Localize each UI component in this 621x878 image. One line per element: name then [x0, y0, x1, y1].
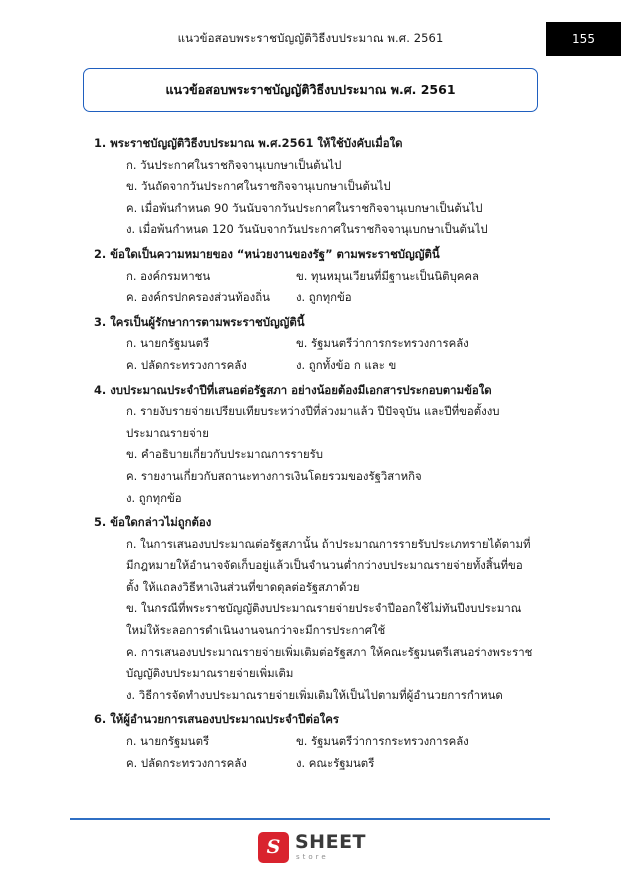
- question-item: [94, 244, 534, 309]
- footer-divider: [70, 818, 550, 820]
- choice-option: ค. รายงานเกี่ยวกับสถานะทางการเงินโดยรวมของรัฐวิสาหกิจ: [126, 468, 422, 483]
- logo-mark-icon: S: [258, 832, 289, 863]
- document-title-box: [83, 68, 538, 112]
- choice-option: ค. เมื่อพ้นกำหนด 90 วันนับจากวันประกาศในราชกิจจานุเบกษาเป็นต้นไป: [126, 200, 483, 215]
- page-title: แนวข้อสอบพระราชบัญญัติวิธีงบประมาณ พ.ศ. 2561: [165, 82, 456, 97]
- choice-option: ข. รัฐมนตรีว่าการกระทรวงการคลัง: [296, 336, 469, 351]
- choice-row: [94, 753, 534, 775]
- choice-option: ก. วันประกาศในราชกิจจานุเบกษาเป็นต้นไป: [126, 157, 342, 172]
- logo-sub-text: store: [296, 853, 329, 861]
- choice-option: ก. ในการเสนองบประมาณต่อรัฐสภานั้น ถ้าประมาณการรายรับประเภทรายได้ตามที่มีกฎหมายให้อำนาจจัดเก็บอยู่แล้วเป็นจำนวนต่ำกว่างบประมาณรายจ่ายทั้งสิ้นที่ขอตั้ง ให้แถลงวิธีหาเงินส่วนที่ขาดดุลต่อรัฐสภาด้วย: [126, 536, 531, 594]
- choice-row: [94, 731, 534, 753]
- choice-row: [94, 287, 534, 309]
- choice-option: ง. ถูกทุกข้อ: [126, 490, 182, 505]
- question-text: 3. ใครเป็นผู้รักษาการตามพระราชบัญญัตินี้: [94, 314, 305, 329]
- choice-option: ก. นายกรัฐมนตรี: [126, 336, 210, 351]
- question-text: 2. ข้อใดเป็นความหมายของ “หน่วยงานของรัฐ” ตามพระราชบัญญัตินี้: [94, 246, 440, 261]
- sheet-store-logo: [258, 828, 368, 866]
- logo-main-text: SHEET: [295, 831, 367, 853]
- choice-option: ก. องค์กรมหาชน: [126, 268, 211, 283]
- choice-option: ค. องค์กรปกครองส่วนท้องถิ่น: [126, 290, 270, 305]
- choice-option: ง. เมื่อพ้นกำหนด 120 วันนับจากวันประกาศในราชกิจจานุเบกษาเป็นต้นไป: [126, 222, 488, 237]
- choice-option: ง. ถูกทั้งข้อ ก และ ข: [296, 357, 397, 372]
- choice-option: ข. ในกรณีที่พระราชบัญญัติงบประมาณรายจ่ายประจำปีออกใช้ไม่ทันปีงบประมาณใหม่ให้ระลอการดำเนินงานจนกว่าจะมีการประกาศใช้: [126, 601, 522, 638]
- choice-option: ก. รายงับรายจ่ายเปรียบเทียบระหว่างปีที่ล่วงมาแล้ว ปีปัจจุบัน และปีที่ขอตั้งงบประมาณรายจ่าย: [126, 404, 500, 440]
- choice-option: ง. วิธีการจัดทำงบประมาณรายจ่ายเพิ่มเติมให้เป็นไปตามที่ผู้อำนวยการกำหนด: [126, 687, 503, 702]
- question-list: [94, 130, 534, 774]
- choice-option: ง. ถูกทุกข้อ: [296, 290, 352, 305]
- choice-option: ค. ปลัดกระทรวงการคลัง: [126, 357, 247, 372]
- question-item: [94, 380, 534, 510]
- logo-wordmark: [295, 833, 366, 861]
- question-item: [94, 312, 534, 377]
- question-item: [94, 709, 534, 774]
- choice-option: ข. ทุนหมุนเวียนที่มีฐานะเป็นนิติบุคคล: [296, 268, 480, 283]
- choice-option: ข. วันถัดจากวันประกาศในราชกิจจานุเบกษาเป็นต้นไป: [126, 179, 391, 194]
- question-text: 4. งบประมาณประจำปีที่เสนอต่อรัฐสภา อย่างน้อยต้องมีเอกสารประกอบตามข้อใด: [94, 382, 492, 397]
- question-item: [94, 133, 534, 241]
- running-title: แนวข้อสอบพระราชบัญญัติวิธีงบประมาณ พ.ศ. 2561: [177, 31, 444, 45]
- choice-row: [94, 333, 534, 355]
- choice-row: [94, 266, 534, 288]
- page-number-badge: 155: [546, 22, 621, 56]
- page-header: [0, 0, 621, 56]
- question-text: 1. พระราชบัญญัติวิธีงบประมาณ พ.ศ.2561 ให้ใช้บังคับเมื่อใด: [94, 136, 403, 150]
- choice-option: ค. การเสนองบประมาณรายจ่ายเพิ่มเติมต่อรัฐสภา ให้คณะรัฐมนตรีเสนอร่างพระราชบัญญัติงบประมาณรายจ่ายเพิ่มเติม: [126, 644, 533, 681]
- question-text: 5. ข้อใดกล่าวไม่ถูกต้อง: [94, 515, 212, 530]
- question-text: 6. ให้ผู้อำนวยการเสนองบประมาณประจำปีต่อใคร: [94, 712, 339, 727]
- question-item: [94, 512, 534, 706]
- choice-row: [94, 355, 534, 377]
- choice-option: ข. รัฐมนตรีว่าการกระทรวงการคลัง: [296, 734, 469, 749]
- choice-option: ก. นายกรัฐมนตรี: [126, 734, 210, 749]
- choice-option: ข. คำอธิบายเกี่ยวกับประมาณการรายรับ: [126, 447, 324, 462]
- choice-option: ค. ปลัดกระทรวงการคลัง: [126, 755, 247, 770]
- choice-option: ง. คณะรัฐมนตรี: [296, 755, 375, 770]
